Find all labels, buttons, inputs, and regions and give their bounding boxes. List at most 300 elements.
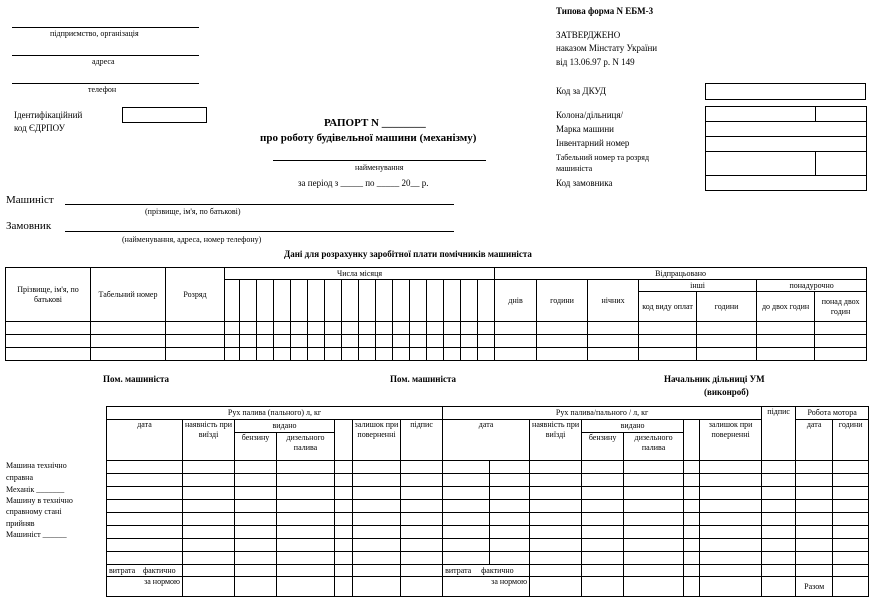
- cell[interactable]: [235, 565, 277, 577]
- cell[interactable]: [796, 487, 833, 500]
- cell[interactable]: [335, 461, 353, 474]
- consumption-text-2: витрата: [445, 565, 472, 575]
- cell[interactable]: [757, 335, 815, 348]
- cell[interactable]: [700, 474, 762, 487]
- cell[interactable]: [443, 474, 490, 487]
- cell[interactable]: [91, 348, 166, 361]
- cell[interactable]: [815, 348, 867, 361]
- cell[interactable]: [624, 461, 684, 474]
- cell[interactable]: [235, 577, 277, 597]
- cell[interactable]: [588, 348, 639, 361]
- driver-line[interactable]: [65, 204, 454, 205]
- cell[interactable]: [624, 552, 684, 565]
- cell[interactable]: [274, 335, 291, 348]
- cell[interactable]: [796, 526, 833, 539]
- cell[interactable]: [624, 539, 684, 552]
- cell[interactable]: [762, 500, 796, 513]
- cell[interactable]: [833, 487, 869, 500]
- cell[interactable]: [277, 539, 335, 552]
- cell[interactable]: [107, 500, 183, 513]
- cell[interactable]: [624, 565, 684, 577]
- cell[interactable]: [461, 348, 478, 361]
- cell[interactable]: [833, 539, 869, 552]
- enterprise-line[interactable]: [12, 27, 199, 28]
- cell[interactable]: [235, 474, 277, 487]
- cell[interactable]: [762, 526, 796, 539]
- cell[interactable]: [684, 526, 700, 539]
- cell[interactable]: [582, 500, 624, 513]
- cell[interactable]: [410, 322, 427, 335]
- cell[interactable]: [762, 487, 796, 500]
- cell[interactable]: [833, 474, 869, 487]
- tab-rank-label-2: машиніста: [556, 164, 593, 173]
- cell[interactable]: [700, 500, 762, 513]
- cell[interactable]: [376, 335, 393, 348]
- cell[interactable]: [183, 487, 235, 500]
- cell[interactable]: [308, 348, 325, 361]
- cell[interactable]: [833, 513, 869, 526]
- cell[interactable]: [684, 513, 700, 526]
- inventory-field[interactable]: [706, 137, 867, 152]
- address-line[interactable]: [12, 55, 199, 56]
- cell[interactable]: [530, 539, 582, 552]
- cell[interactable]: [183, 539, 235, 552]
- cell[interactable]: [183, 565, 235, 577]
- cell[interactable]: [427, 348, 444, 361]
- edrpou-field[interactable]: [122, 107, 207, 123]
- day-cell[interactable]: [478, 280, 495, 322]
- cell[interactable]: [325, 322, 342, 335]
- cell[interactable]: [353, 461, 401, 474]
- cell[interactable]: [700, 552, 762, 565]
- cell[interactable]: [277, 526, 335, 539]
- cell[interactable]: [427, 335, 444, 348]
- rank-field[interactable]: [816, 152, 867, 176]
- cell[interactable]: [277, 552, 335, 565]
- cell[interactable]: [833, 500, 869, 513]
- cell[interactable]: [530, 552, 582, 565]
- day-cell[interactable]: [393, 280, 410, 322]
- cell[interactable]: [833, 526, 869, 539]
- cell[interactable]: [700, 487, 762, 500]
- cell[interactable]: [537, 335, 588, 348]
- cell[interactable]: [308, 322, 325, 335]
- cell[interactable]: [530, 513, 582, 526]
- cell[interactable]: [815, 335, 867, 348]
- cell[interactable]: [240, 348, 257, 361]
- cell[interactable]: [684, 565, 700, 577]
- cell[interactable]: [401, 526, 443, 539]
- cell[interactable]: [401, 577, 443, 597]
- cell[interactable]: [443, 461, 490, 474]
- cell[interactable]: [335, 539, 353, 552]
- cell[interactable]: [401, 513, 443, 526]
- cell[interactable]: [291, 322, 308, 335]
- cell[interactable]: [796, 539, 833, 552]
- cell[interactable]: [277, 577, 335, 597]
- day-cell[interactable]: [257, 280, 274, 322]
- issued-header-2: видано: [582, 420, 684, 433]
- cell[interactable]: [684, 577, 700, 597]
- cell[interactable]: [624, 513, 684, 526]
- cell[interactable]: [697, 335, 757, 348]
- day-cell[interactable]: [308, 280, 325, 322]
- cell[interactable]: [582, 577, 624, 597]
- cell[interactable]: [335, 500, 353, 513]
- cell[interactable]: [107, 526, 183, 539]
- cell[interactable]: [700, 565, 762, 577]
- cell[interactable]: [427, 322, 444, 335]
- cell[interactable]: [291, 348, 308, 361]
- cell[interactable]: [235, 513, 277, 526]
- cell[interactable]: [530, 500, 582, 513]
- cell[interactable]: [684, 474, 700, 487]
- cell[interactable]: [183, 577, 235, 597]
- actual-text: фактично: [143, 565, 176, 575]
- cell[interactable]: [490, 513, 530, 526]
- cell[interactable]: [291, 335, 308, 348]
- cell[interactable]: [796, 565, 833, 577]
- day-cell[interactable]: [461, 280, 478, 322]
- day-cell[interactable]: [410, 280, 427, 322]
- cell[interactable]: [444, 348, 461, 361]
- table-row: [107, 552, 869, 565]
- day-cell[interactable]: [427, 280, 444, 322]
- cell[interactable]: [335, 513, 353, 526]
- cell[interactable]: [235, 461, 277, 474]
- cell[interactable]: [495, 335, 537, 348]
- cell[interactable]: [342, 322, 359, 335]
- table1-title: Дані для розрахунку заробітної плати помічників машиніста: [284, 249, 532, 259]
- cell[interactable]: [624, 526, 684, 539]
- cell[interactable]: [490, 500, 530, 513]
- cell[interactable]: [700, 513, 762, 526]
- day-cell[interactable]: [376, 280, 393, 322]
- cell[interactable]: [490, 539, 530, 552]
- cell[interactable]: [697, 348, 757, 361]
- cell[interactable]: [478, 348, 495, 361]
- cell[interactable]: [833, 461, 869, 474]
- customer-code-field[interactable]: [706, 176, 867, 191]
- cell[interactable]: [376, 348, 393, 361]
- cell[interactable]: [443, 552, 490, 565]
- cell[interactable]: [833, 565, 869, 577]
- cell[interactable]: [225, 335, 240, 348]
- cell[interactable]: [257, 348, 274, 361]
- cell[interactable]: [235, 487, 277, 500]
- cell[interactable]: [490, 552, 530, 565]
- cell[interactable]: [443, 526, 490, 539]
- cell[interactable]: [697, 322, 757, 335]
- cell[interactable]: [443, 513, 490, 526]
- cell[interactable]: [401, 539, 443, 552]
- cell[interactable]: [6, 322, 91, 335]
- cell[interactable]: [443, 487, 490, 500]
- cell[interactable]: [490, 461, 530, 474]
- cell[interactable]: [624, 474, 684, 487]
- note-line-4: Машину в технічно: [6, 496, 73, 505]
- total-label: Разом: [796, 577, 833, 597]
- cell[interactable]: [325, 348, 342, 361]
- cell[interactable]: [490, 487, 530, 500]
- cell[interactable]: [684, 461, 700, 474]
- cell[interactable]: [490, 526, 530, 539]
- cell[interactable]: [582, 539, 624, 552]
- cell[interactable]: [359, 348, 376, 361]
- cell[interactable]: [183, 500, 235, 513]
- cell[interactable]: [582, 461, 624, 474]
- cell[interactable]: [107, 461, 183, 474]
- cell[interactable]: [757, 348, 815, 361]
- cell[interactable]: [762, 461, 796, 474]
- cell[interactable]: [762, 565, 796, 577]
- day-cell[interactable]: [444, 280, 461, 322]
- col-overtime-header: понадурочно: [757, 280, 867, 292]
- cell[interactable]: [240, 335, 257, 348]
- cell[interactable]: [359, 335, 376, 348]
- cell[interactable]: [757, 322, 815, 335]
- cell[interactable]: [277, 513, 335, 526]
- col-other-hours-header: години: [697, 292, 757, 322]
- tab-number-field[interactable]: [706, 152, 816, 176]
- cell[interactable]: [277, 461, 335, 474]
- cell[interactable]: [235, 500, 277, 513]
- cell[interactable]: [277, 487, 335, 500]
- cell[interactable]: [833, 577, 869, 597]
- cell[interactable]: [274, 322, 291, 335]
- naming-label: найменування: [355, 163, 404, 172]
- cell[interactable]: [353, 500, 401, 513]
- cell[interactable]: [353, 552, 401, 565]
- cell[interactable]: [91, 335, 166, 348]
- col-night-header: нічних: [588, 280, 639, 322]
- cell[interactable]: [107, 539, 183, 552]
- cell[interactable]: [393, 348, 410, 361]
- day-cell[interactable]: [359, 280, 376, 322]
- cell[interactable]: [478, 335, 495, 348]
- machine-name-line[interactable]: [273, 160, 486, 161]
- cell[interactable]: [107, 552, 183, 565]
- cell[interactable]: [353, 539, 401, 552]
- driver-label: Машиніст: [6, 194, 54, 206]
- cell[interactable]: [401, 552, 443, 565]
- address-label: адреса: [92, 57, 115, 66]
- cell[interactable]: [530, 565, 582, 577]
- cell[interactable]: [410, 335, 427, 348]
- cell[interactable]: [588, 322, 639, 335]
- cell[interactable]: [461, 322, 478, 335]
- cell[interactable]: [401, 487, 443, 500]
- cell[interactable]: [762, 513, 796, 526]
- column-field[interactable]: [706, 107, 816, 122]
- cell[interactable]: [443, 500, 490, 513]
- cell[interactable]: [335, 577, 353, 597]
- cell[interactable]: [582, 487, 624, 500]
- remaining-header-2: залишок при поверненні: [700, 420, 762, 461]
- cell[interactable]: [240, 322, 257, 335]
- day-cell[interactable]: [325, 280, 342, 322]
- cell[interactable]: [107, 487, 183, 500]
- cell[interactable]: [335, 565, 353, 577]
- cell[interactable]: [530, 577, 582, 597]
- cell[interactable]: [342, 335, 359, 348]
- cell[interactable]: [639, 335, 697, 348]
- cell[interactable]: [257, 335, 274, 348]
- cell[interactable]: [6, 348, 91, 361]
- cell[interactable]: [91, 322, 166, 335]
- cell[interactable]: [342, 348, 359, 361]
- cell[interactable]: [308, 335, 325, 348]
- cell[interactable]: [762, 577, 796, 597]
- cell[interactable]: [530, 526, 582, 539]
- cell[interactable]: [700, 577, 762, 597]
- cell[interactable]: [166, 335, 225, 348]
- cell[interactable]: [796, 513, 833, 526]
- phone-label: телефон: [88, 85, 117, 94]
- cell[interactable]: [796, 461, 833, 474]
- cell[interactable]: [401, 474, 443, 487]
- table-row: [107, 461, 869, 474]
- cell[interactable]: [762, 552, 796, 565]
- cell[interactable]: [183, 513, 235, 526]
- cell[interactable]: [225, 322, 240, 335]
- cell[interactable]: [588, 335, 639, 348]
- report-number: РАПОРТ N ________: [324, 117, 426, 129]
- cell[interactable]: [582, 474, 624, 487]
- cell[interactable]: [461, 335, 478, 348]
- cell[interactable]: [376, 322, 393, 335]
- cell[interactable]: [107, 513, 183, 526]
- assistant-signature-1: Пом. машиніста: [103, 374, 170, 384]
- cell[interactable]: [796, 500, 833, 513]
- cell[interactable]: [762, 474, 796, 487]
- cell[interactable]: [410, 348, 427, 361]
- engine-date-header: дата: [796, 420, 833, 461]
- column-field-2[interactable]: [816, 107, 867, 122]
- day-cell[interactable]: [274, 280, 291, 322]
- cell[interactable]: [166, 348, 225, 361]
- cell[interactable]: [107, 474, 183, 487]
- right-fields-grid: [705, 106, 867, 191]
- day-cell[interactable]: [240, 280, 257, 322]
- note-line-6: прийняв: [6, 519, 35, 528]
- cell[interactable]: [815, 322, 867, 335]
- cell[interactable]: [401, 565, 443, 577]
- day-cell[interactable]: [342, 280, 359, 322]
- cell[interactable]: [443, 539, 490, 552]
- cell[interactable]: [639, 348, 697, 361]
- cell[interactable]: [700, 461, 762, 474]
- cell[interactable]: [257, 322, 274, 335]
- cell[interactable]: [530, 461, 582, 474]
- cell[interactable]: [183, 552, 235, 565]
- cell[interactable]: [495, 348, 537, 361]
- cell[interactable]: [393, 335, 410, 348]
- cell[interactable]: [495, 322, 537, 335]
- day-cell[interactable]: [225, 280, 240, 322]
- cell[interactable]: [478, 322, 495, 335]
- cell[interactable]: [700, 526, 762, 539]
- cell[interactable]: [353, 577, 401, 597]
- table-row: [107, 526, 869, 539]
- cell[interactable]: [183, 461, 235, 474]
- cell[interactable]: [444, 335, 461, 348]
- cell[interactable]: [183, 474, 235, 487]
- cell[interactable]: [624, 487, 684, 500]
- cell[interactable]: [353, 526, 401, 539]
- cell[interactable]: [530, 487, 582, 500]
- cell[interactable]: [235, 552, 277, 565]
- cell[interactable]: [166, 322, 225, 335]
- cell[interactable]: [335, 526, 353, 539]
- cell[interactable]: [700, 539, 762, 552]
- dkud-label: Код за ДКУД: [556, 86, 606, 96]
- cell[interactable]: [639, 322, 697, 335]
- period-text: за період з _____ по _____ 20__ р.: [298, 178, 429, 188]
- cell[interactable]: [277, 474, 335, 487]
- table-row: [6, 335, 867, 348]
- cell[interactable]: [183, 526, 235, 539]
- cell[interactable]: [530, 474, 582, 487]
- cell[interactable]: [353, 487, 401, 500]
- cell[interactable]: [582, 526, 624, 539]
- cell[interactable]: [490, 474, 530, 487]
- phone-line[interactable]: [12, 83, 199, 84]
- cell[interactable]: [359, 322, 376, 335]
- cell[interactable]: [537, 348, 588, 361]
- day-cell[interactable]: [291, 280, 308, 322]
- cell[interactable]: [274, 348, 291, 361]
- cell[interactable]: [353, 474, 401, 487]
- cell[interactable]: [684, 487, 700, 500]
- cell[interactable]: [277, 565, 335, 577]
- tab-rank-label-1: Табельний номер та розряд: [556, 153, 650, 162]
- cell[interactable]: [325, 335, 342, 348]
- cell[interactable]: [684, 500, 700, 513]
- cell[interactable]: [537, 322, 588, 335]
- cell[interactable]: [796, 552, 833, 565]
- cell[interactable]: [582, 552, 624, 565]
- cell[interactable]: [684, 552, 700, 565]
- cell[interactable]: [684, 539, 700, 552]
- cell[interactable]: [335, 474, 353, 487]
- cell[interactable]: [225, 348, 240, 361]
- cell[interactable]: [624, 500, 684, 513]
- brand-field[interactable]: [706, 122, 867, 137]
- cell[interactable]: [393, 322, 410, 335]
- cell[interactable]: [277, 500, 335, 513]
- cell[interactable]: [335, 552, 353, 565]
- spacer-cell-2: [684, 420, 700, 461]
- cell[interactable]: [235, 539, 277, 552]
- cell[interactable]: [582, 513, 624, 526]
- cell[interactable]: [762, 539, 796, 552]
- cell[interactable]: [624, 577, 684, 597]
- cell[interactable]: [353, 565, 401, 577]
- customer-line[interactable]: [65, 231, 454, 232]
- cell[interactable]: [796, 474, 833, 487]
- cell[interactable]: [582, 565, 624, 577]
- cell[interactable]: [833, 552, 869, 565]
- cell[interactable]: [353, 513, 401, 526]
- cell[interactable]: [6, 335, 91, 348]
- cell[interactable]: [444, 322, 461, 335]
- cell[interactable]: [401, 500, 443, 513]
- cell[interactable]: [401, 461, 443, 474]
- cell[interactable]: [235, 526, 277, 539]
- cell[interactable]: [335, 487, 353, 500]
- dkud-field[interactable]: [705, 83, 866, 100]
